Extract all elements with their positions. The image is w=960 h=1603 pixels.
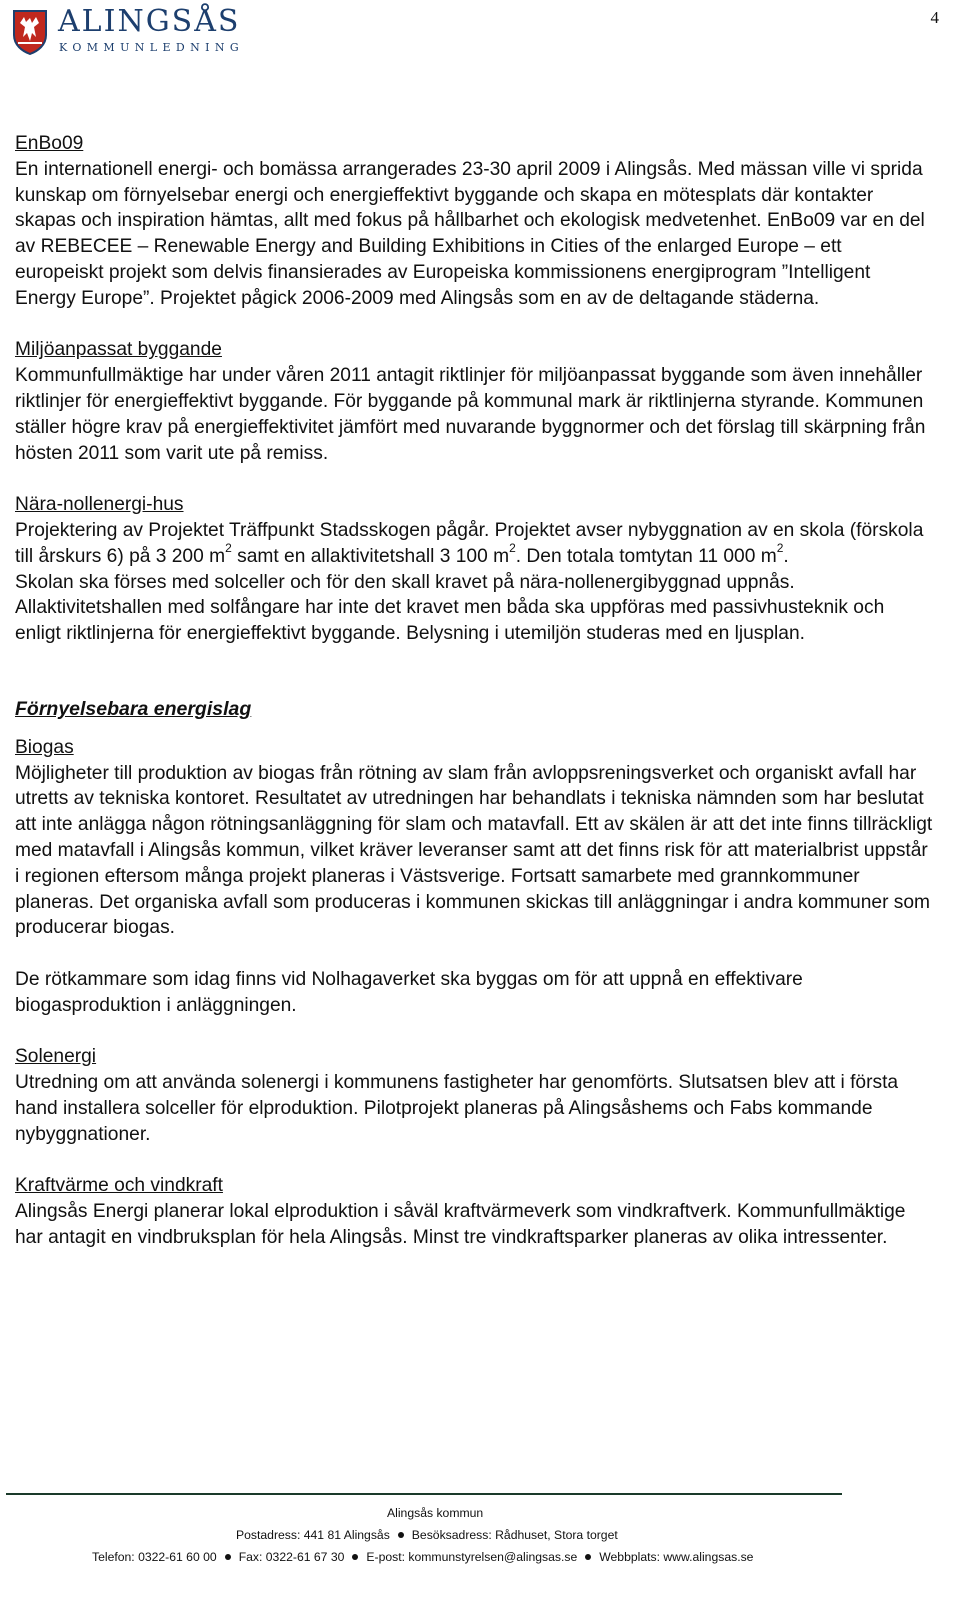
footer-webbplats: Webbplats: www.alingsas.se: [599, 1550, 754, 1564]
heading-enbo09: EnBo09: [15, 133, 84, 154]
footer-organization: Alingsås kommun: [387, 1506, 484, 1520]
footer-fax: Fax: 0322-61 67 30: [238, 1550, 345, 1564]
heading-biogas: Biogas: [15, 736, 74, 758]
municipality-logo: [12, 6, 252, 58]
document-body: [15, 131, 935, 1251]
bullet-icon: [352, 1554, 358, 1560]
page-number: 4: [930, 8, 939, 27]
footer-telefon: Telefon: 0322-61 60 00: [92, 1550, 217, 1564]
paragraph-enbo09: En internationell energi- och bomässa arrangerades 23-30 april 2009 i Alingsås. Med mässan ville vi sprida kunskap om förnyelsebar energi och energieffektivt byggande och skapa en mötesplats där kontakter skapas och inspiration hämtas, allt med fokus på hållbarhet och ekologisk medvetenhet. EnBo09 var en del av REBECEE – Renewable Energy and Building Exhibitions in Cities of the enlarged Europe – ett europeiskt projekt som delvis finansierades av Europeiska kommissionens energiprogram ”Intelligent Energy Europe”. Projektet pågick 2006-2009 med Alingsås som en av de deltagande städerna.: [15, 158, 925, 309]
footer-epost: E-post: kommunstyrelsen@alingsas.se: [366, 1550, 578, 1564]
heading-miljoanpassat: Miljöanpassat byggande: [15, 339, 222, 361]
footer-besoksadress: Besöksadress: Rådhuset, Stora torget: [411, 1528, 618, 1542]
paragraph-miljoanpassat: Kommunfullmäktige har under våren 2011 antagit riktlinjer för miljöanpassat byggande som även innehåller riktlinjer för energieffektivt byggande. För byggande på kommunal mark är riktlinjerna styrande. Kommunen ställer högre krav på energieffektivitet jämfört med nuvarande byggnormer och det förslag till skärpning från hösten 2011 som varit ute på remiss.: [15, 365, 926, 464]
coat-of-arms-icon: [12, 9, 48, 55]
paragraph-solenergi: Utredning om att använda solenergi i kommunens fastigheter har genomförts. Slutsatsen blev att i första hand installera solceller för elproduktion. Pilotprojekt planeras på Alingsåshems och Fabs kommande nybyggnationer.: [15, 1072, 899, 1145]
footer-postadress: Postadress: 441 81 Alingsås: [236, 1528, 390, 1542]
bullet-icon: [585, 1554, 591, 1560]
bullet-icon: [398, 1532, 404, 1538]
paragraph-nara-nollenergi-2: Skolan ska förses med solceller och för den skall kravet på nära-nollenergibyggnad uppnås. Allaktivitetshallen med solfångare har inte det kravet men båda ska uppföras med passivhusteknik och enligt riktlinjerna för energieffektivt byggande. Belysning i utemiljön studeras med en ljusplan.: [15, 571, 885, 645]
footer-contact-line: [92, 1550, 960, 1564]
logo-name: ALINGSÅS: [58, 4, 241, 39]
logo-subtitle: KOMMUNLEDNING: [59, 41, 245, 54]
bullet-icon: [225, 1554, 231, 1560]
paragraph-rotkammare: De rötkammare som idag finns vid Nolhagaverket ska byggas om för att uppnå en effektivare biogasproduktion i anläggningen.: [15, 968, 803, 1016]
paragraph-kraftvarme: Alingsås Energi planerar lokal elproduktion i såväl kraftvärmeverk som vindkraftverk. Kommunfullmäktige har antagit en vindbruksplan för hela Alingsås. Minst tre vindkraftsparker planeras av olika intressenter.: [15, 1201, 906, 1248]
footer-address-line: [236, 1528, 960, 1542]
heading-kraftvarme: Kraftvärme och vindkraft: [15, 1175, 223, 1197]
footer-divider: [6, 1493, 842, 1495]
section-heading-fornyelsebara: Förnyelsebara energislag: [15, 697, 252, 720]
heading-solenergi: Solenergi: [15, 1046, 97, 1068]
heading-nara-nollenergi: Nära-nollenergi-hus: [15, 494, 184, 516]
paragraph-nara-nollenergi-1: Projektering av Projektet Träffpunkt Stadsskogen pågår. Projektet avser nybyggnation av en skola (förskola till årskurs 6) på 3 200 $m^2$ samt en allaktivitetshall 3 100 $m^2$. Den totala tomtytan 11 000 $m^2$.: [15, 519, 924, 567]
paragraph-biogas: Möjligheter till produktion av biogas från rötning av slam från avloppsreningsverket och organiskt avfall har utretts av tekniska kontoret. Resultatet av utredningen har behandlats i tekniska nämnden som har beslutat att inte anlägga någon rötningsanläggning för slam och matavfall. Ett av skälen är att det inte finns tillräckligt med matavfall i Alingsås kommun, vilket kräver leveranser samt att det finns risk för att materialbrist uppstår i regionen eftersom många projekt planeras i Västsverige. Fortsatt samarbete med grannkommuner planeras. Det organiska avfall som produceras i kommunen skickas till anläggningar i andra kommuner som producerar biogas.: [15, 762, 933, 939]
